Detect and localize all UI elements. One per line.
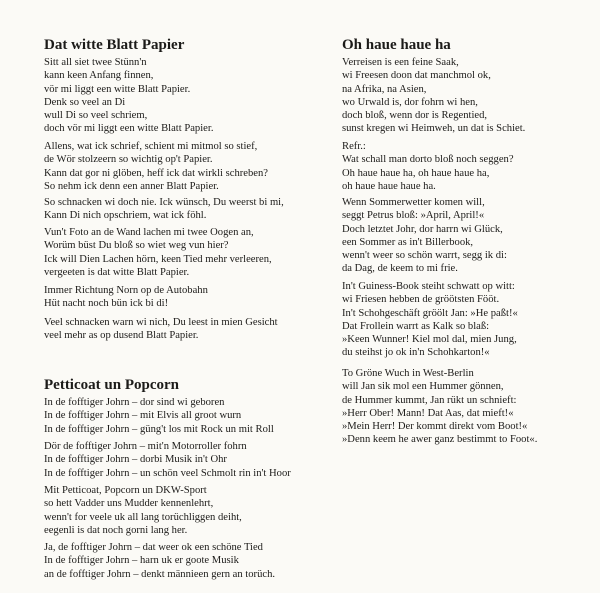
verse-line: Mit Petticoat, Popcorn un DKW-Sport	[44, 485, 207, 496]
verse-line: so hett Vadder uns Mudder kennenlehrt,	[44, 498, 214, 510]
verse-line: veel mehr as op dusend Blatt Papier.	[44, 330, 199, 342]
verse-line: In de fofftiger Johrn – dorbi Musik in't Ohr	[44, 454, 227, 466]
verse-line: Hüt nacht noch bün ick bi di!	[44, 298, 169, 310]
verse-line: In't Schohgeschäft gröölt Jan: »He paßt!«	[342, 307, 518, 319]
verse-line: In de fofftiger Johrn – dor sind wi geboren	[44, 397, 225, 408]
stanza	[44, 56, 213, 136]
verse-line: oh haue haue haue ha.	[342, 180, 436, 192]
stanza	[342, 140, 514, 193]
stanza	[44, 396, 274, 436]
verse-line: Allens, wat ick schrief, schient mi mitmol so stief,	[44, 141, 258, 152]
verse-line: So nehm ick denn een anner Blatt Papier.	[44, 180, 219, 192]
verse-line: will Jan sik mol een Hummer gönnen,	[342, 381, 504, 393]
stanza	[44, 226, 272, 279]
verse-line: sunst kregen wi Heimweh, un dat is Schiet.	[342, 123, 526, 135]
verse-line: Kann dat gor ni glöben, heff ick dat wirkli schreben?	[44, 167, 268, 179]
verse-line: Dat Frollein warrt as Kalk so blaß:	[342, 320, 490, 332]
verse-line: In de fofftiger Johrn – un schön veel Schmolt rin in't Hoor	[44, 467, 291, 479]
verse-line: Doch letztet Johr, dor harrn wi Glück,	[342, 223, 503, 235]
verse-line: an de fofftiger Johrn – denkt männieen gern an torüch.	[44, 568, 276, 580]
verse-line: In't Guiness-Book steiht schwatt op witt:	[342, 281, 515, 292]
stanza	[342, 196, 507, 276]
verse-line: wi Friesen hebben de gröötsten Fööt.	[342, 294, 500, 306]
verse-line: In de fofftiger Johrn – mit Elvis all groot wurn	[44, 410, 242, 422]
verse-line: doch vör mi liggt een witte Blatt Papier.	[44, 123, 214, 135]
stanza	[342, 280, 518, 360]
verse-line: Ick will Dien Lachen hörn, keen Tied mehr verleeren,	[44, 253, 272, 265]
verse-line: de Wör stolzeern so wichtig op't Papier.	[44, 154, 213, 166]
verse-line: na Afrika, na Asien,	[342, 83, 427, 95]
stanza	[342, 367, 537, 447]
verse-line: »Keen Wunner! Kiel mol dal, mien Jung,	[342, 334, 517, 346]
verse-line: »Mein Herr! Der kommt direkt vom Boot!«	[342, 421, 528, 433]
verse-line: Immer Richtung Norn op de Autobahn	[44, 285, 208, 296]
verse-line: Oh haue haue ha, oh haue haue ha,	[342, 167, 490, 179]
poem-title: Dat witte Blatt Papier	[44, 37, 185, 53]
verse-line: Sitt all siet twee Stünn'n	[44, 57, 147, 68]
stanza	[44, 541, 275, 581]
verse-line: Wenn Sommerwetter komen will,	[342, 197, 485, 208]
verse-line: vergeeten is dat witte Blatt Papier.	[44, 266, 190, 278]
verse-line: de Hummer kummt, Jan rükt un schnieft:	[342, 394, 517, 406]
stanza	[44, 140, 268, 193]
verse-line: In de fofftiger Johrn – güng't los mit Rock un mit Roll	[44, 423, 274, 435]
verse-line: Veel schnacken warn wi nich, Du leest in mien Gesicht	[44, 317, 278, 328]
verse-line: So schnacken wi doch nie. Ick wünsch, Du weerst bi mi,	[44, 197, 284, 208]
verse-line: Kann Di nich opschriem, wat ick föhl.	[44, 210, 207, 222]
verse-line: wo Urwald is, dor fohrn wi hen,	[342, 96, 478, 108]
verse-line: Verreisen is een feine Saak,	[342, 57, 459, 68]
verse-line: To Gröne Wuch in West-Berlin	[342, 368, 474, 379]
stanza	[44, 284, 208, 311]
stanza	[44, 484, 242, 537]
verse-line: Denk so veel an Di	[44, 96, 126, 108]
verse-line: een Sommer as in't Billerbook,	[342, 236, 474, 248]
verse-line: Vun't Foto an de Wand lachen mi twee Oogen an,	[44, 227, 254, 238]
verse-line: wenn't for veele uk all lang torüchliggen deiht,	[44, 511, 242, 523]
verse-line: doch bloß, wenn dor is Regentied,	[342, 110, 488, 122]
stanza	[342, 56, 525, 136]
verse-line: seggt Petrus bloß: »April, April!«	[342, 210, 485, 222]
verse-line: wenn't weer so schön warrt, segg ik di:	[342, 250, 507, 262]
verse-line: Wat schall man dorto bloß noch seggen?	[342, 154, 514, 166]
stanza	[44, 196, 284, 223]
verse-line: da Dag, de keem to mi frie.	[342, 263, 458, 275]
verse-line: eegenli is dat noch gorni lang her.	[44, 524, 188, 536]
stanza	[44, 316, 278, 343]
verse-line: wull Di so veel schriem,	[44, 110, 148, 122]
verse-line: vör mi liggt een witte Blatt Papier.	[44, 83, 191, 95]
verse-line: Refr.:	[342, 141, 366, 152]
poem-title: Oh haue haue ha	[342, 37, 451, 53]
verse-line: kann keen Anfang finnen,	[44, 70, 154, 82]
verse-line: »Herr Ober! Mann! Dat Aas, dat mieft!«	[342, 407, 514, 419]
verse-line: Ja, de fofftiger Johrn – dat weer ok een schöne Tied	[44, 542, 263, 553]
verse-line: In de fofftiger Johrn – harn uk er goote Musik	[44, 555, 239, 567]
verse-line: »Denn keem he awer ganz bestimmt to Foot«.	[342, 434, 538, 446]
verse-line: wi Freesen doon dat manchmol ok,	[342, 70, 491, 82]
verse-line: Worüm büst Du bloß so wiet weg vun hier?	[44, 240, 229, 252]
verse-line: Dör de fofftiger Johrn – mit'n Motorroller fohrn	[44, 441, 247, 452]
verse-line: du steihst jo ok in'n Schohkarton!«	[342, 347, 490, 359]
poem-title: Petticoat un Popcorn	[44, 377, 179, 393]
stanza	[44, 440, 291, 480]
